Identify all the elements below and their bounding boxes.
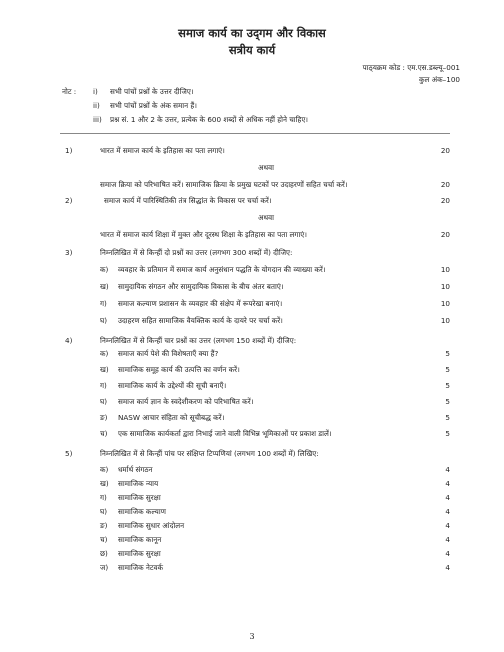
note-num: ii) (93, 101, 100, 110)
sub-question-marks: 5 (445, 397, 450, 406)
sub-question-label: क) (100, 349, 109, 358)
or-separator: अथवा (258, 163, 274, 172)
question-text: निम्नलिखित में से किन्हीं पांच पर संक्षिप्त टिप्पणियां (लगभग 100 शब्दों में) लिखिए: (100, 449, 319, 458)
sub-question-text: सामाजिक कार्य के उद्देश्यों की सूची बनाएँ। (118, 381, 227, 390)
course-code: पाठ्‌यक्रम कोड : एम.एस.डब्ल्यू–001 (362, 63, 460, 72)
sub-question-label: ग) (100, 381, 107, 390)
note-num: i) (93, 87, 98, 96)
sub-question-text: सामाजिक समूह कार्य की उत्पत्ति का वर्णन करें। (118, 365, 240, 374)
sub-question-marks: 4 (445, 549, 450, 558)
question-text: भारत में समाज कार्य के इतिहास का पता लगाएं। (100, 146, 225, 155)
sub-question-marks: 5 (445, 429, 450, 438)
question-number: 3) (65, 248, 73, 257)
sub-question-text: सामाजिक सुधार आंदोलन (118, 521, 185, 530)
sub-question-label: घ) (100, 507, 108, 516)
sub-question-text: धर्मार्थ संगठन (118, 465, 153, 474)
sub-question-text: सामाजिक सुरक्षा (118, 493, 161, 502)
question-text: निम्नलिखित में से किन्हीं दो प्रश्नों का उत्तर (लगभग 300 शब्दों में) दीजिए: (100, 248, 293, 257)
sub-question-marks: 5 (445, 365, 450, 374)
sub-question-marks: 10 (440, 282, 450, 291)
question-number: 2) (65, 196, 73, 205)
question-text: निम्नलिखित में से किन्हीं चार प्रश्नों का उत्तर (लगभग 150 शब्दों में) दीजिए: (100, 336, 297, 345)
question-number: 4) (65, 336, 73, 345)
note-label: नोट : (62, 87, 77, 96)
sub-question-label: ङ) (100, 413, 108, 422)
sub-question-label: ख) (100, 479, 109, 488)
note-num: iii) (93, 115, 102, 124)
question-marks: 20 (440, 230, 450, 239)
sub-question-label: क) (100, 265, 109, 274)
sub-question-marks: 5 (445, 349, 450, 358)
sub-question-label: छ) (100, 549, 108, 558)
or-separator: अथवा (258, 213, 274, 222)
sub-question-text: सामाजिक कानून (118, 535, 162, 544)
question-marks: 20 (440, 180, 450, 189)
sub-question-label: ख) (100, 365, 109, 374)
sub-question-marks: 5 (445, 381, 450, 390)
sub-question-marks: 5 (445, 413, 450, 422)
sub-question-marks: 4 (445, 465, 450, 474)
question-number: 1) (65, 146, 73, 155)
note-text: सभी पांचों प्रश्नों के अंक समान हैं। (110, 101, 197, 110)
sub-question-text: व्यवहार के प्रतिमान में समाज कार्य अनुसंधान पद्धति के योगदान की व्याख्या करें। (118, 265, 326, 274)
divider (60, 133, 450, 134)
sub-question-text: एक सामाजिक कार्यकर्ता द्वारा निभाई जाने वाली विभिन्न भूमिकाओं पर प्रकाश डालें। (118, 429, 332, 438)
question-marks: 20 (440, 196, 450, 205)
sub-question-text: समाज कार्य ज्ञान के स्वदेशीकरण को परिभाषित करें। (118, 397, 254, 406)
sub-question-text: समाज कल्याण प्रशासन के व्यवहार की संक्षेप में रूपरेखा बनाएं। (118, 299, 283, 308)
sub-question-marks: 10 (440, 265, 450, 274)
question-text: समाज क्रिया को परिभाषित करें। सामाजिक क्रिया के प्रमुख घटकों पर उदाहरणों सहित चर्चा करें। (100, 180, 348, 189)
question-text: समाज कार्य में पारिस्थितिकी तंत्र सिद्धांत के विकास पर चर्चा करें। (104, 196, 272, 205)
sub-question-label: क) (100, 465, 109, 474)
note-text: सभी पांचों प्रश्नों के उत्तर दीजिए। (110, 87, 194, 96)
sub-question-text: समाज कार्य पेशे की विशेषताएँ क्या हैं? (118, 349, 219, 358)
sub-question-text: सामुदायिक संगठन और सामुदायिक विकास के बीच अंतर बताएं। (118, 282, 284, 291)
total-marks: कुल अंक–100 (418, 75, 460, 84)
sub-question-label: ङ) (100, 521, 108, 530)
sub-question-text: उदाहरण सहित सामाजिक वैयक्तिक कार्य के दायरे पर चर्चा करें। (118, 316, 283, 325)
question-number: 5) (65, 449, 73, 458)
sub-question-marks: 4 (445, 479, 450, 488)
document-subtitle: सत्रीय कार्य (228, 43, 276, 57)
sub-question-marks: 4 (445, 521, 450, 530)
note-text: प्रश्न सं. 1 और 2 के उत्तर, प्रत्येक के 600 शब्दों से अधिक नहीं होने चाहिए। (110, 115, 309, 124)
sub-question-text: NASW आचार संहिता को सूचीबद्ध करें। (118, 413, 225, 422)
sub-question-label: ग) (100, 493, 107, 502)
sub-question-text: सामाजिक नेटवर्क (118, 563, 164, 572)
sub-question-marks: 4 (445, 507, 450, 516)
document-title: समाज कार्य का उद्‌गम और विकास (178, 26, 326, 40)
sub-question-text: सामाजिक न्याय (118, 479, 159, 488)
question-text: भारत में समाज कार्य शिक्षा में मुक्त और दूरस्थ शिक्षा के इतिहास का पता लगाएं। (100, 230, 307, 239)
sub-question-marks: 4 (445, 493, 450, 502)
sub-question-label: ज) (100, 563, 109, 572)
sub-question-label: घ) (100, 397, 108, 406)
sub-question-text: सामाजिक कल्याण (118, 507, 166, 516)
sub-question-text: सामाजिक सुरक्षा (118, 549, 161, 558)
sub-question-marks: 4 (445, 535, 450, 544)
sub-question-marks: 4 (445, 563, 450, 572)
sub-question-marks: 10 (440, 299, 450, 308)
sub-question-label: ख) (100, 282, 109, 291)
sub-question-label: घ) (100, 316, 108, 325)
page-number: 3 (249, 632, 255, 641)
sub-question-label: च) (100, 429, 108, 438)
question-marks: 20 (440, 146, 450, 155)
sub-question-marks: 10 (440, 316, 450, 325)
sub-question-label: ग) (100, 299, 107, 308)
sub-question-label: च) (100, 535, 108, 544)
